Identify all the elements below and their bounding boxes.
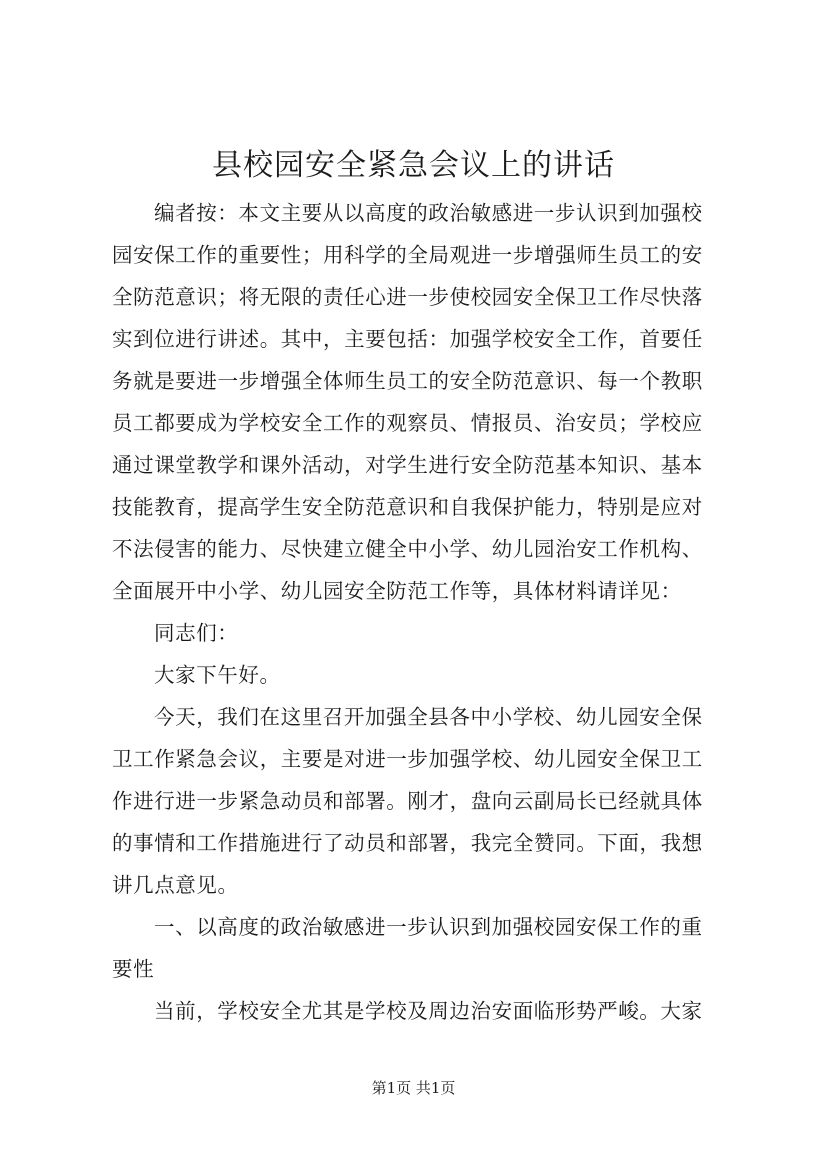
page-footer: 第1页 共1页 [371,1079,456,1097]
text-line: 务就是要进一步增强全体师生员工的安全防范意识、每一个教职 [112,369,703,393]
text-line: 实到位进行讲述。其中，主要包括：加强学校安全工作，首要任 [112,327,703,351]
section-heading-line: 要性 [112,957,155,981]
text-line: 卫工作紧急会议，主要是对进一步加强学校、幼儿园安全保卫工 [112,747,703,771]
text-line: 编者按：本文主要从以高度的政治敏感进一步认识到加强校 [154,201,703,225]
text-line: 作进行进一步紧急动员和部署。刚才，盘向云副局长已经就具体 [112,789,703,813]
text-line: 的事情和工作措施进行了动员和部署，我完全赞同。下面，我想 [112,831,703,855]
section-heading-line: 一、以高度的政治敏感进一步认识到加强校园安保工作的重 [154,915,703,939]
text-line: 今天，我们在这里召开加强全县各中小学校、幼儿园安全保 [154,705,703,729]
text-line: 当前，学校安全尤其是学校及周边治安面临形势严峻。大家 [154,999,703,1023]
document-title: 县校园安全紧急会议上的讲话 [212,148,615,183]
text-line: 技能教育，提高学生安全防范意识和自我保护能力，特别是应对 [112,495,703,519]
text-line: 园安保工作的重要性；用科学的全局观进一步增强师生员工的安 [112,243,703,267]
greeting-line: 大家下午好。 [154,663,281,687]
text-line: 员工都要成为学校安全工作的观察员、情报员、治安员；学校应 [112,411,703,435]
text-line: 全防范意识；将无限的责任心进一步使校园安全保卫工作尽快落 [112,285,703,309]
text-line: 通过课堂教学和课外活动，对学生进行安全防范基本知识、基本 [112,453,703,477]
text-line: 不法侵害的能力、尽快建立健全中小学、幼儿园治安工作机构、 [112,537,703,561]
text-line: 讲几点意见。 [112,873,239,897]
text-line: 全面展开中小学、幼儿园安全防范工作等，具体材料请详见： [112,579,682,603]
salutation-line: 同志们： [154,621,239,645]
